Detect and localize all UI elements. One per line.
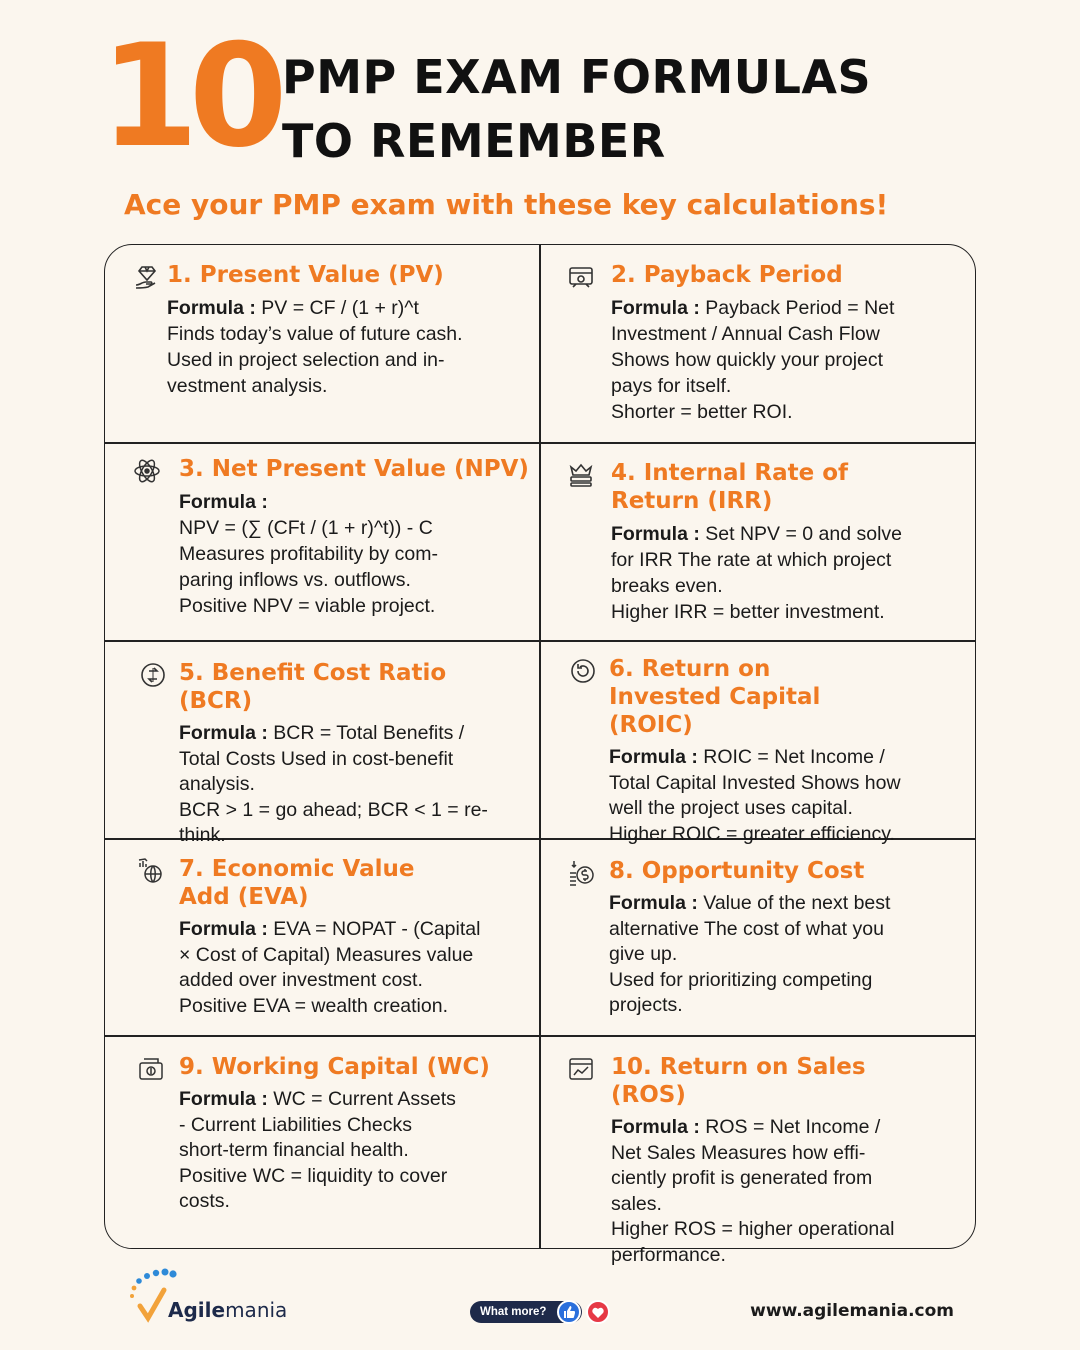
card-line: sales. <box>611 1192 662 1215</box>
card-line: Total Costs Used in cost-benefit <box>179 747 454 770</box>
grid-divider-row-4 <box>105 1035 975 1037</box>
formula-text: BCR = Total Benefits / <box>273 722 465 744</box>
formula-text: PV = CF / (1 + r)^t <box>261 297 419 319</box>
card-line: added over investment cost. <box>179 969 423 991</box>
sales-chart-icon <box>567 1055 595 1083</box>
formula-label: Formula : <box>609 746 698 768</box>
card-line: breaks even. <box>611 575 723 597</box>
card-line: Higher IRR = better investment. <box>611 601 885 623</box>
card-line: costs. <box>179 1190 230 1212</box>
coin-exchange-icon <box>139 661 167 689</box>
page-title-line-1: PMP EXAM FORMULAS <box>282 50 872 104</box>
card-line: Used in project selection and in- <box>167 349 445 371</box>
card-title: 3. Net Present Value (NPV) <box>179 456 529 482</box>
card-line: Higher ROIC = greater efficiency. <box>609 822 895 845</box>
formula-label: Formula : <box>609 892 698 914</box>
card-line: think. <box>179 824 226 846</box>
card-title: 9. Working Capital (WC) <box>179 1054 490 1080</box>
cash-register-icon <box>137 1055 165 1083</box>
card-line: Total Capital Invested Shows how <box>609 771 901 794</box>
thumbs-up-icon[interactable] <box>557 1300 581 1324</box>
circular-arrow-icon <box>569 657 597 685</box>
card-line: projects. <box>609 994 683 1016</box>
card-title: 2. Payback Period <box>611 262 843 288</box>
crown-stack-icon <box>567 461 595 489</box>
formula-text: ROS = Net Income / <box>705 1116 881 1138</box>
formula-text: Set NPV = 0 and solve <box>705 523 903 545</box>
formula-label: Formula : <box>611 297 700 319</box>
card-line: Positive WC = liquidity to cover <box>179 1164 448 1187</box>
formula-label: Formula : <box>179 491 268 513</box>
card-line: give up. <box>609 943 678 965</box>
formula-label: Formula : <box>179 1088 268 1110</box>
card-line: Used for prioritizing competing <box>609 968 873 991</box>
card-line: NPV = (∑ (CFt / (1 + r)^t)) - C <box>179 517 433 539</box>
card-line: analysis. <box>179 773 255 795</box>
card-title: 10. Return on Sales (ROS) <box>611 1054 866 1108</box>
formula-label: Formula : <box>167 297 256 319</box>
card-line: alternative The cost of what you <box>609 917 884 940</box>
dollar-coins-icon <box>567 859 595 887</box>
header <box>100 14 1000 179</box>
card-line: pays for itself. <box>611 375 732 397</box>
card-title: 6. Return on Invested Capital (ROIC) <box>609 656 821 738</box>
card-line: Positive EVA = wealth creation. <box>179 994 448 1017</box>
card-title: 7. Economic Value Add (EVA) <box>179 856 415 910</box>
formula-text: EVA = NOPAT - (Capital <box>273 918 481 940</box>
card-line: Investment / Annual Cash Flow <box>611 323 880 345</box>
card-line: paring inflows vs. outflows. <box>179 569 411 591</box>
subtitle: Ace your PMP exam with these key calculations! <box>124 188 889 221</box>
growth-globe-icon <box>137 857 165 885</box>
formula-text: Payback Period = Net <box>705 297 895 319</box>
atom-icon <box>133 457 161 485</box>
card-line: Shows how quickly your project <box>611 349 884 371</box>
logo-text: Agilemania <box>168 1298 288 1322</box>
hand-diamond-icon <box>133 263 161 291</box>
card-line: - Current Liabilities Checks <box>179 1113 413 1136</box>
big-number: 10 <box>100 14 278 179</box>
money-cycle-icon <box>567 263 595 291</box>
card-title: 5. Benefit Cost Ratio (BCR) <box>179 660 447 714</box>
heart-icon[interactable] <box>586 1300 610 1324</box>
card-line: short-term financial health. <box>179 1139 409 1161</box>
agilemania-logo[interactable] <box>128 1266 288 1326</box>
card-line: Shorter = better ROI. <box>611 401 793 423</box>
grid-divider-row-2 <box>105 640 975 642</box>
card-title: 8. Opportunity Cost <box>609 858 865 884</box>
website-link[interactable]: www.agilemania.com <box>750 1301 954 1321</box>
grid-divider-row-1 <box>105 442 975 444</box>
card-line: Measures profitability by com- <box>179 543 439 565</box>
formula-text: WC = Current Assets <box>273 1088 456 1110</box>
what-more-pill[interactable]: What more? <box>470 1301 582 1323</box>
page-title-line-2: TO REMEMBER <box>282 114 666 168</box>
formula-label: Formula : <box>611 1116 700 1138</box>
card-line: Finds today’s value of future cash. <box>167 323 463 345</box>
formula-text: Value of the next best <box>703 892 891 914</box>
card-line: for IRR The rate at which project <box>611 549 892 571</box>
card-line: ciently profit is generated from <box>611 1167 873 1189</box>
card-title: 1. Present Value (PV) <box>167 262 444 288</box>
formula-label: Formula : <box>179 722 268 744</box>
formula-label: Formula : <box>611 523 700 545</box>
formula-grid <box>104 244 976 1266</box>
card-line: BCR > 1 = go ahead; BCR < 1 = re- <box>179 798 488 821</box>
card-line: vestment analysis. <box>167 375 328 397</box>
formula-text: ROIC = Net Income / <box>703 746 885 768</box>
card-line: Net Sales Measures how effi- <box>611 1141 866 1164</box>
card-line: well the project uses capital. <box>609 797 853 819</box>
card-line: Positive NPV = viable project. <box>179 595 436 617</box>
card-title: 4. Internal Rate of Return (IRR) <box>611 460 849 514</box>
card-line: performance. <box>611 1243 726 1266</box>
card-line: Higher ROS = higher operational <box>611 1218 895 1240</box>
card-line: × Cost of Capital) Measures value <box>179 943 474 966</box>
formula-label: Formula : <box>179 918 268 940</box>
